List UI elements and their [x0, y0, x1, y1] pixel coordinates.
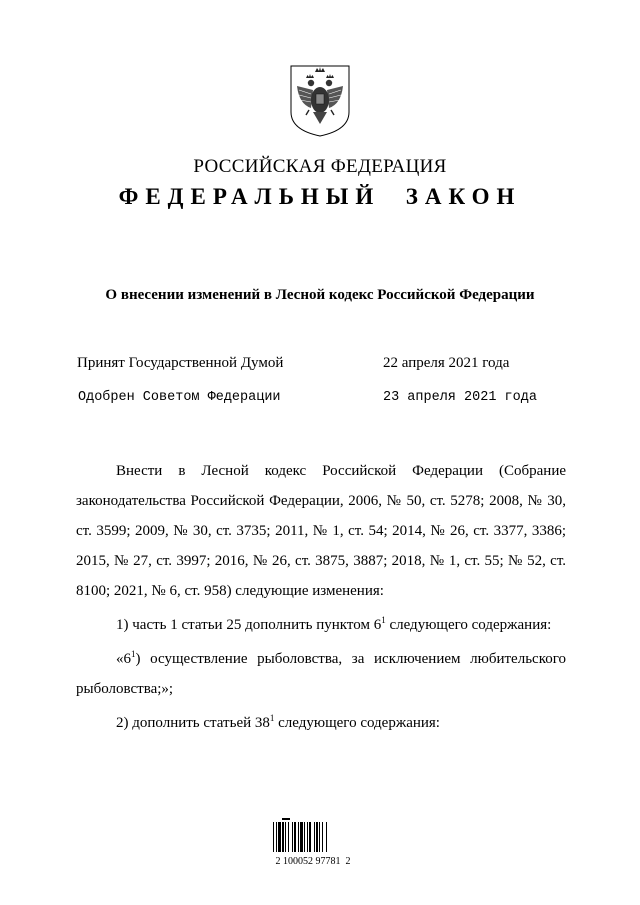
amendment-item-1: 1) часть 1 статьи 25 дополнить пунктом $6^1$ следующего содержания: — [116, 615, 552, 633]
amendment-item-2: 2) дополнить статьей $38^1$ следующего содержания: — [116, 713, 440, 731]
country-name: РОССИЙСКАЯ ФЕДЕРАЦИЯ — [193, 156, 447, 177]
law-title: О внесении изменений в Лесной кодекс Российской Федерации — [105, 287, 535, 303]
council-approval-date: 23 апреля 2021 года — [383, 390, 537, 405]
amendment-quote: «$6^1$) осуществление рыболовства, за исключением любительского рыболовства;»; — [76, 649, 566, 697]
barcode-icon — [272, 818, 354, 854]
council-approval-label: Одобрен Советом Федерации — [78, 390, 281, 405]
law-body — [76, 456, 566, 742]
barcode-number: 2 100052 97781 2 — [275, 856, 351, 867]
intro-paragraph: Внести в Лесной кодекс Российской Федерации (Собрание законодательства Российской Федерации, 2006, № 50, ст. 5278; 2008, № 30, ст. 3599; 2009, № 30, ст. 3735; 2011, № 1, ст. 54; 2014, № 26, ст. 3377, 3386; 2015, № 27, ст. 3997; 2016, № 26, ст. 3875, 3887; 2018, № 1, ст. 55; № 52, ст. 8100; 2021, № 6, ст. 958) следующие изменения: — [76, 463, 566, 599]
duma-adoption-date: 22 апреля 2021 года — [383, 355, 510, 371]
russian-coat-of-arms-icon — [289, 64, 351, 138]
document-type: ФЕДЕРАЛЬНЫЙ ЗАКОН — [118, 184, 522, 209]
duma-adoption-label: Принят Государственной Думой — [77, 355, 284, 371]
